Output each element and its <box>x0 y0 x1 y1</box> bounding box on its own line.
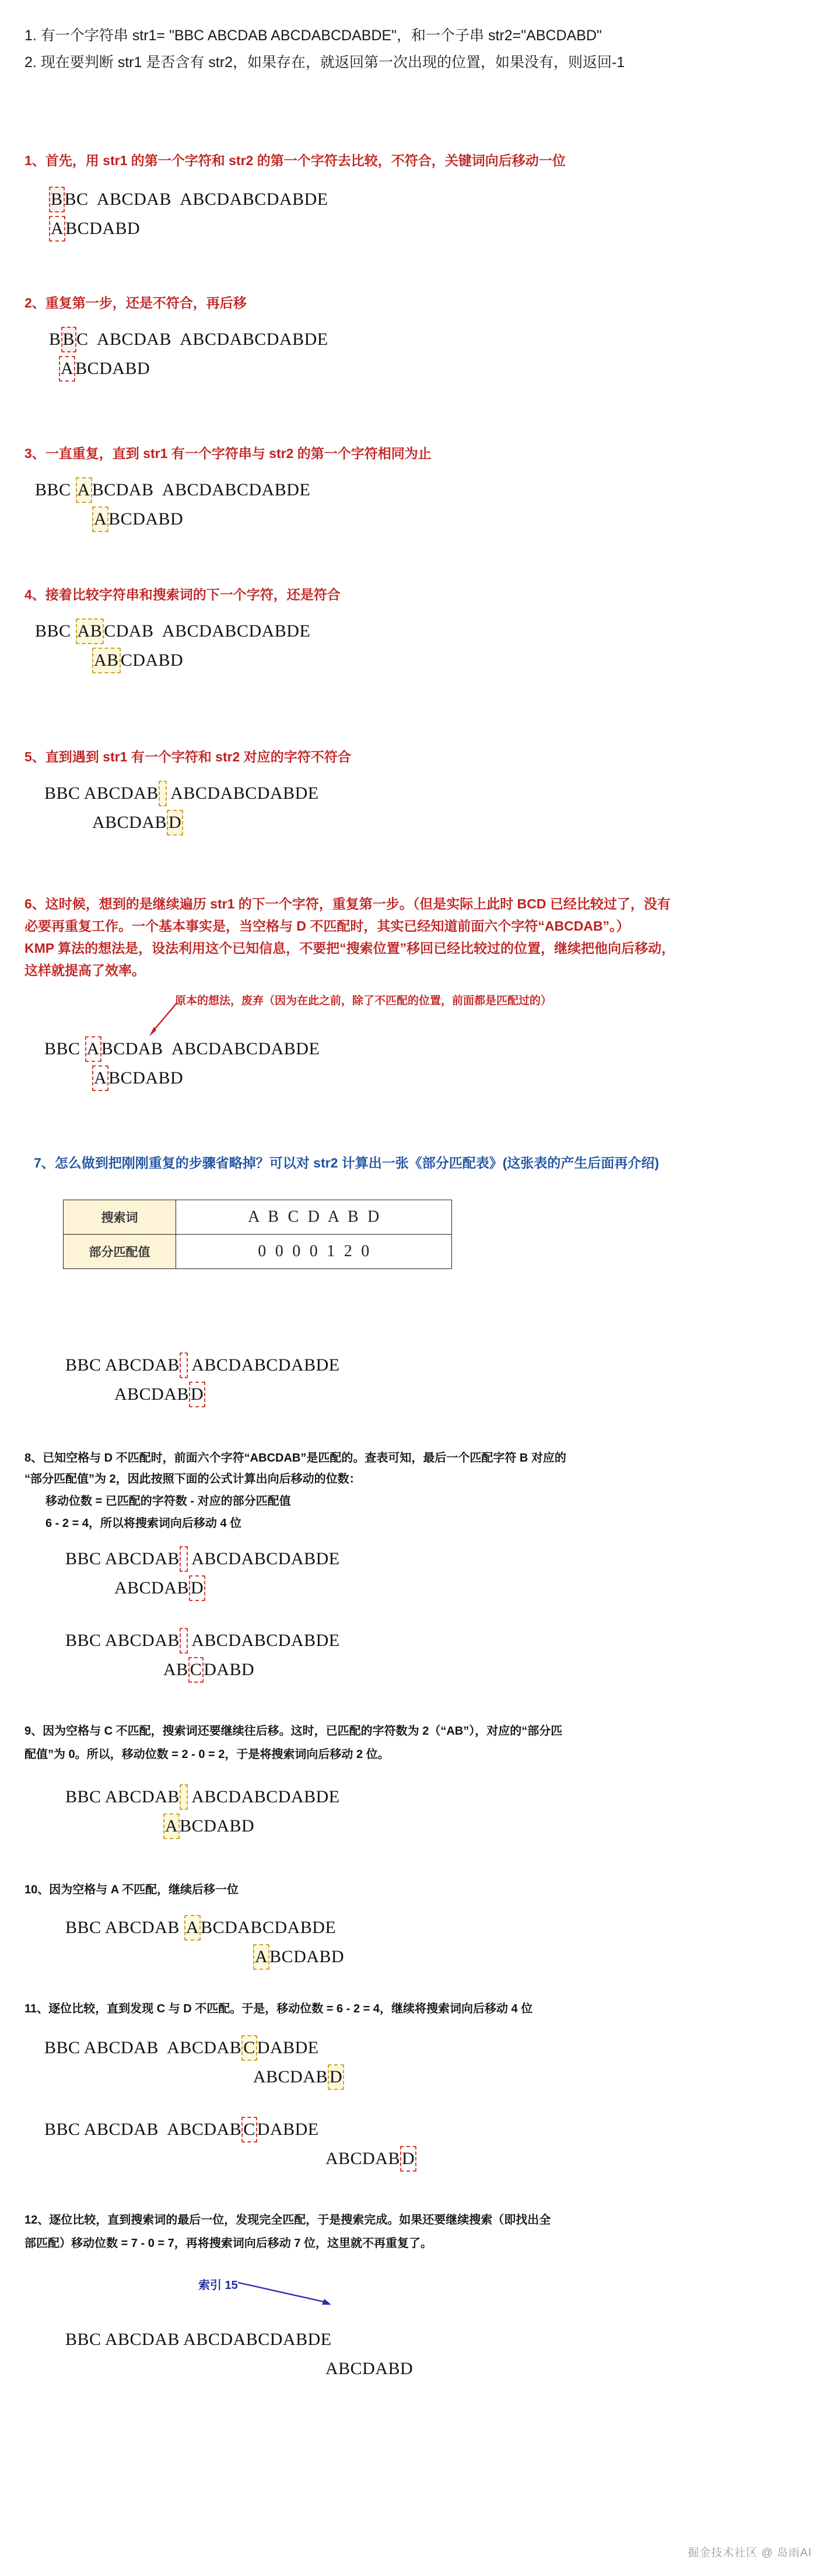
highlight-pattern-c-8: C <box>188 1657 204 1683</box>
step-7-heading: 7、怎么做到把刚刚重复的步骤省略掉？可以对 str2 计算出一张《部分匹配表》(这张表的产生后面再介绍) <box>34 1155 660 1170</box>
step-11-pattern-row-before: ABCDAB D <box>253 2064 344 2090</box>
step-5-text-row: BBC ABCDAB ABCDABCDABDE <box>44 781 319 806</box>
highlight-a-discard: A <box>85 1036 101 1062</box>
step-8-text-row-before: BBC ABCDAB ABCDABCDABDE <box>65 1546 340 1572</box>
intro-line-2: 2. 现在要判断 str1 是否含有 str2，如果存在，就返回第一次出现的位置，如果没有，则返回-1 <box>24 54 625 71</box>
highlight-space-9 <box>180 1784 188 1810</box>
step-12-pattern-row: ABCDABD <box>325 2359 414 2378</box>
highlight-space-8 <box>180 1546 188 1572</box>
step-1-text-row: B BC ABCDAB ABCDABCDABDE <box>49 187 328 212</box>
step-1-pattern-row: A BCDABD <box>49 216 140 242</box>
step-9-text-row: BBC ABCDAB ABCDABCDABDE <box>65 1784 340 1810</box>
highlight-space-7 <box>180 1352 188 1378</box>
step-6-heading-line4: 这样就提高了效率。 <box>24 963 145 978</box>
step-8-pattern-row-before: ABCDAB D <box>114 1575 205 1601</box>
step-7-text-row: BBC ABCDAB ABCDABCDABDE <box>65 1352 340 1378</box>
step-1-heading: 1、首先，用 str1 的第一个字符和 str2 的第一个字符去比较，不符合，关键词向后移动一位 <box>24 153 566 168</box>
highlight-pattern-d-11b: D <box>400 2146 416 2172</box>
highlight-pattern-a-10: A <box>253 1944 269 1970</box>
step-12-text-row: BBC ABCDAB ABCDABCDABDE <box>65 2330 332 2349</box>
step-2-heading: 2、重复第一步，还是不符合，再后移 <box>24 295 247 310</box>
step-9-pattern-row: A BCDABD <box>163 1813 254 1839</box>
step-4-text-row: BBC AB CDAB ABCDABCDABDE <box>35 618 310 644</box>
highlight-match-a: A <box>76 477 92 503</box>
partial-match-table <box>63 1200 452 1269</box>
step-6-text-row: BBC A BCDAB ABCDABCDABDE <box>44 1036 320 1062</box>
step-8-line2: “部分匹配值”为 2，因此按照下面的公式计算出向后移动的位数： <box>24 1473 361 1486</box>
step-11-heading: 11、逐位比较，直到发现 C 与 D 不匹配。于是，移动位数 = 6 - 2 = 4，继续将搜索词向后移动 4 位 <box>24 2002 533 2015</box>
highlight-char-b2: B <box>61 327 77 352</box>
highlight-c-11b: C <box>241 2117 257 2142</box>
step-4-heading: 4、接着比较字符串和搜索词的下一个字符，还是符合 <box>24 587 341 602</box>
step-9-line2: 配值”为 0。所以，移动位数 = 2 - 0 = 2，于是将搜索词向后移动 2 位。 <box>24 1748 390 1761</box>
step-9-line1: 9、因为空格与 C 不匹配，搜索词还要继续往后移。这时，已匹配的字符数为 2（“AB”），对应的“部分匹 <box>24 1725 563 1738</box>
intro-block <box>0 0 827 76</box>
intro-line-1: 1. 有一个字符串 str1= "BBC ABCDAB ABCDABCDABDE"，和一个子串 str2="ABCDABD" <box>24 27 602 44</box>
highlight-pattern-d-8: D <box>189 1575 205 1601</box>
step-6-pattern-row: A BCDABD <box>92 1065 183 1091</box>
footer-watermark: 掘金技术社区 @ 岛雨AI <box>688 2547 812 2559</box>
step-11-text-row-before: BBC ABCDAB ABCDAB C DABDE <box>44 2035 319 2061</box>
highlight-pattern-a-discard: A <box>92 1065 108 1091</box>
step-11-text-row-after: BBC ABCDAB ABCDAB C DABDE <box>44 2117 319 2142</box>
highlight-pattern-d-11: D <box>328 2064 344 2090</box>
step-12-line2: 部匹配）移动位数 = 7 - 0 = 7，再将搜索词向后移动 7 位，这里就不再重复了。 <box>24 2237 432 2250</box>
step-8-line3: 移动位数 = 已匹配的字符数 - 对应的部分匹配值 <box>45 1495 291 1508</box>
highlight-c-11: C <box>241 2035 257 2061</box>
step-3-pattern-row: A BCDABD <box>92 506 183 532</box>
highlight-char-b: B <box>49 187 65 212</box>
table-label-search-word: 搜索词 <box>64 1200 176 1235</box>
step-3-heading: 3、一直重复，直到 str1 有一个字符串与 str2 的第一个字符相同为止 <box>24 446 432 461</box>
highlight-a-10: A <box>184 1915 201 1941</box>
index-annotation <box>198 2276 238 2292</box>
table-row <box>64 1200 452 1235</box>
step-6-heading-line1: 6、这时候，想到的是继续遍历 str1 的下一个字符，重复第一步。（但是实际上此时 BCD 已经比较过了，没有 <box>24 896 671 911</box>
table-row <box>64 1235 452 1269</box>
highlight-pattern-d-7: D <box>189 1382 205 1407</box>
highlight-pattern-a: A <box>92 506 108 532</box>
table-values-partial-match: 0 0 0 0 1 2 0 <box>176 1235 452 1269</box>
index-arrow-icon <box>233 2276 338 2311</box>
step-6-heading-line2: 必要再重复工作。一个基本事实是，当空格与 D 不匹配时，其实已经知道前面六个字符“ABCDAB”。） <box>24 918 630 934</box>
table-values-search-word: A B C D A B D <box>176 1200 452 1235</box>
step-5-pattern-row: ABCDAB D <box>92 810 183 836</box>
step-10-heading: 10、因为空格与 A 不匹配，继续后移一位 <box>24 1883 239 1896</box>
highlight-pattern-ab: AB <box>92 648 121 673</box>
index-annotation-label: 索引 15 <box>198 2279 238 2292</box>
step-10-text-row: BBC ABCDAB A BCDABCDABDE <box>65 1915 336 1941</box>
discard-annotation-label: 原本的想法，废弃（因为在此之前，除了不匹配的位置，前面都是匹配过的） <box>175 995 552 1007</box>
table-label-partial-match: 部分匹配值 <box>64 1235 176 1269</box>
highlight-pattern-a-9: A <box>163 1813 180 1839</box>
step-3-text-row: BBC A BCDAB ABCDABCDABDE <box>35 477 310 503</box>
step-8-text-row-after: BBC ABCDAB ABCDABCDABDE <box>65 1628 340 1654</box>
step-8-line1: 8、已知空格与 D 不匹配时，前面六个字符“ABCDAB”是匹配的。查表可知，最后一个匹配字符 B 对应的 <box>24 1452 566 1464</box>
step-6-heading-line3: KMP 算法的想法是，设法利用这个已知信息，不要把“搜索位置”移回已经比较过的位置，继续把他向后移动， <box>24 941 675 956</box>
step-11-pattern-row-after: ABCDAB D <box>325 2146 416 2172</box>
highlight-match-ab: AB <box>76 618 104 644</box>
step-12-line1: 12、逐位比较，直到搜索词的最后一位，发现完全匹配，于是搜索完成。如果还要继续搜索（即找出全 <box>24 2214 551 2227</box>
highlight-char-a2: A <box>59 356 75 382</box>
step-4-pattern-row: AB CDABD <box>92 648 183 673</box>
discard-arrow-icon <box>143 999 180 1039</box>
step-8-line4: 6 - 2 = 4，所以将搜索词向后移动 4 位 <box>45 1517 242 1530</box>
highlight-char-a: A <box>49 216 65 242</box>
step-8-pattern-row-after: AB C DABD <box>163 1657 254 1683</box>
step-7-pattern-row: ABCDAB D <box>114 1382 205 1407</box>
highlight-pattern-d: D <box>167 810 183 836</box>
step-2-pattern-row: A BCDABD <box>59 356 150 382</box>
step-2-text-row: B B C ABCDAB ABCDABCDABDE <box>49 327 328 352</box>
highlight-space-mismatch <box>159 781 167 806</box>
discard-annotation <box>175 992 552 1008</box>
highlight-space-8b <box>180 1628 188 1654</box>
step-10-pattern-row: A BCDABD <box>253 1944 344 1970</box>
step-5-heading: 5、直到遇到 str1 有一个字符和 str2 对应的字符不符合 <box>24 749 351 764</box>
